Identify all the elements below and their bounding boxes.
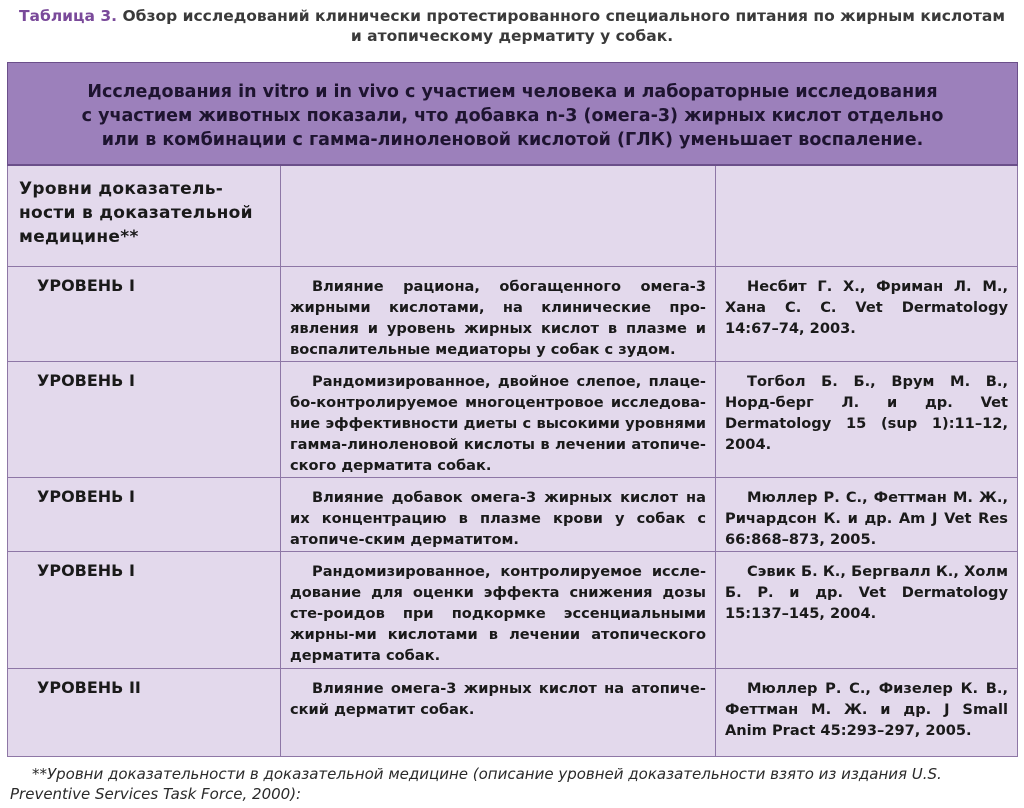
- level-column-header: [8, 165, 281, 267]
- banner-line-1: Исследования in vitro и in vivo с участием человека и лабораторные исследования: [87, 82, 938, 103]
- summary-banner: [8, 63, 1018, 165]
- evidence-level: УРОВЕНЬ I: [37, 276, 135, 295]
- study-description: Влияние омега-3 жирных кислот на атопиче-ский дерматит собак.: [290, 680, 706, 718]
- evidence-level: УРОВЕНЬ I: [37, 561, 135, 580]
- table-row: [8, 552, 1018, 669]
- banner-line-2: с участием животных показали, что добавка n-3 (омега-3) жирных кислот отдельно: [81, 106, 944, 127]
- table-caption: [10, 6, 1014, 46]
- table-row: [8, 267, 1018, 362]
- study-description: Рандомизированное, контролируемое иссле-дование для оценки эффекта снижения дозы сте-роидов при подкормке эссенциальными жирны-ми кислотами в лечении атопического дерматита собак.: [290, 563, 706, 664]
- table-row: [8, 669, 1018, 757]
- evidence-level: УРОВЕНЬ I: [37, 371, 135, 390]
- description-column-header: [281, 165, 716, 267]
- banner-line-3: или в комбинации с гамма-линоленовой кислотой (ГЛК) уменьшает воспаление.: [101, 130, 924, 151]
- study-description: Влияние рациона, обогащенного омега-3 жирными кислотами, на клинические про-явления и уровень жирных кислот в плазме и воспалительные медиаторы у собак с зудом.: [290, 278, 706, 358]
- study-reference: Тогбол Б. Б., Врум М. В., Норд-берг Л. и др. Vet Dermatology 15 (sup 1):11–12, 2004.: [725, 373, 1008, 453]
- level-heading: Уровни доказатель-ности в доказательной медицине**: [19, 178, 253, 247]
- table-row: [8, 478, 1018, 552]
- study-description: Влияние добавок омега-3 жирных кислот на их концентрацию в плазме крови у собак с атопиче-ским дерматитом.: [290, 489, 706, 548]
- evidence-level: УРОВЕНЬ II: [37, 678, 141, 697]
- caption-title: Обзор исследований клинически протестированного специального питания по жирным кислотам: [122, 7, 1006, 25]
- reference-column-header: [716, 165, 1018, 267]
- evidence-table: [7, 62, 1018, 757]
- study-reference: Мюллер Р. С., Феттман М. Ж., Ричардсон К. и др. Am J Vet Res 66:868–873, 2005.: [725, 489, 1008, 548]
- evidence-level: УРОВЕНЬ I: [37, 487, 135, 506]
- table-row: [8, 362, 1018, 478]
- caption-label: Таблица 3.: [18, 7, 118, 25]
- caption-line-2: и атопическому дерматиту у собак.: [350, 27, 674, 45]
- caption-line-1: [10, 6, 1014, 26]
- study-reference: Мюллер Р. С., Физелер К. В., Феттман М. Ж. и др. J Small Anim Pract 45:293–297, 2005.: [725, 680, 1008, 739]
- footnote: **Уровни доказательности в доказательной медицине (описание уровней доказательности взято из издания U.S. Preventive Services Task Force, 2000):: [10, 765, 942, 803]
- study-reference: Сэвик Б. К., Бергвалл К., Холм Б. Р. и др. Vet Dermatology 15:137–145, 2004.: [725, 563, 1008, 622]
- header-row: [8, 165, 1018, 267]
- study-description: Рандомизированное, двойное слепое, плаце-бо-контролируемое многоцентровое исследова-ние эффективности диеты с высокими уровнями гамма-линоленовой кислоты в лечении атопиче-ского дерматита собак.: [290, 373, 706, 474]
- study-reference: Несбит Г. Х., Фриман Л. М., Хана С. С. Vet Dermatology 14:67–74, 2003.: [725, 278, 1008, 337]
